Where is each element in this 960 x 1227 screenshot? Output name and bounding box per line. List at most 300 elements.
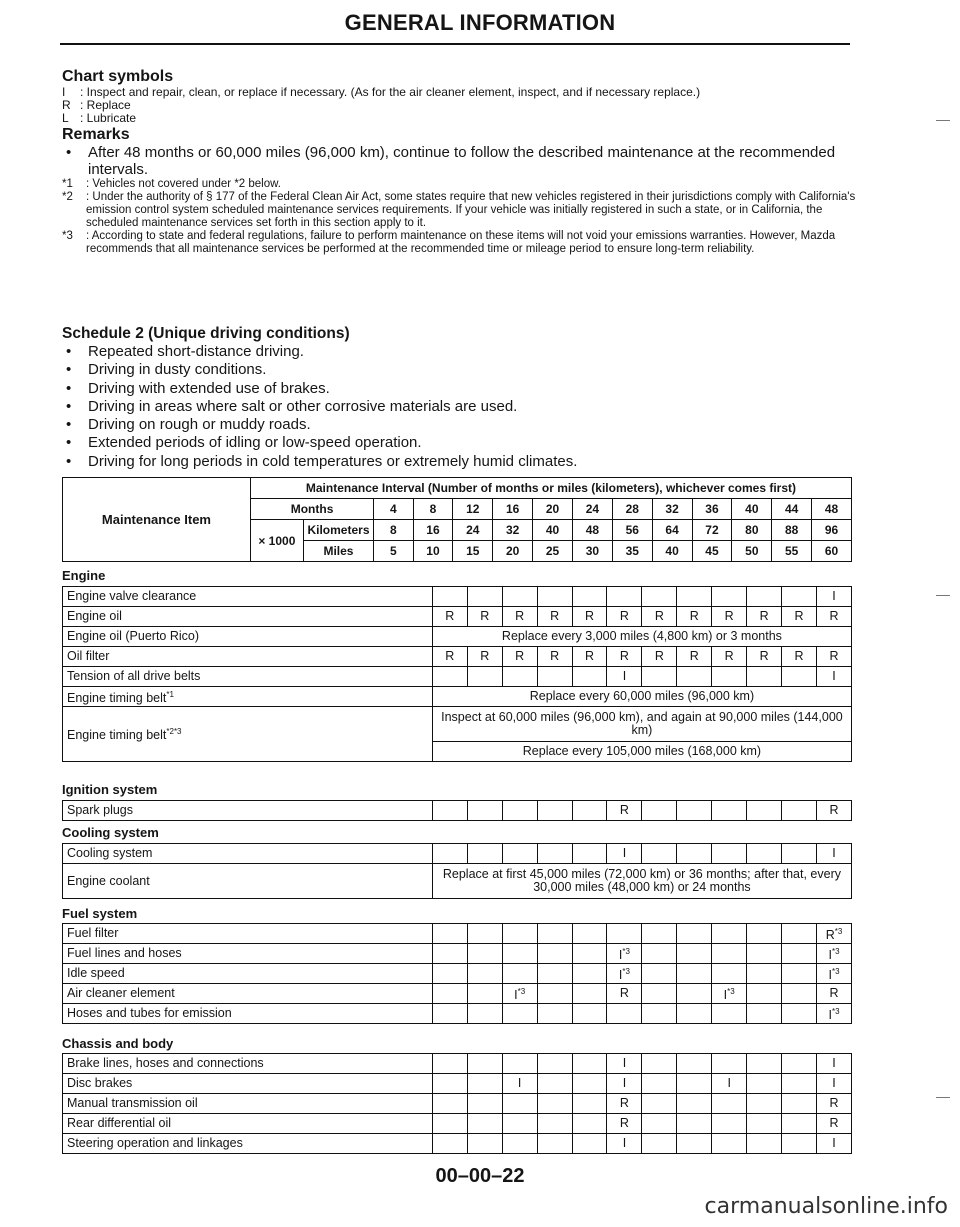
interval-cell bbox=[642, 964, 677, 984]
interval-cell: I bbox=[817, 844, 852, 864]
schedule-block bbox=[62, 325, 862, 471]
interval-cell bbox=[572, 944, 607, 964]
schedule-item-text: Driving in dusty conditions. bbox=[88, 361, 267, 379]
page-number: 00–00–22 bbox=[435, 1165, 525, 1187]
interval-cell bbox=[572, 1074, 607, 1094]
maintenance-item-header: Maintenance Item bbox=[63, 478, 251, 562]
interval-cell bbox=[677, 984, 712, 1004]
header-months-cell: 44 bbox=[772, 499, 812, 520]
interval-cell: R bbox=[572, 647, 607, 667]
interval-cell bbox=[782, 1004, 817, 1024]
interval-cell bbox=[432, 587, 467, 607]
interval-cell bbox=[467, 944, 502, 964]
interval-cell bbox=[642, 944, 677, 964]
interval-cell: I bbox=[607, 1054, 642, 1074]
engine-table bbox=[62, 586, 852, 762]
margin-mark bbox=[936, 595, 950, 596]
maintenance-item-name: Brake lines, hoses and connections bbox=[63, 1054, 433, 1074]
interval-cell bbox=[467, 1094, 502, 1114]
table-row bbox=[63, 844, 852, 864]
interval-cell bbox=[467, 844, 502, 864]
interval-cell bbox=[467, 984, 502, 1004]
chart-symbol-key: I bbox=[62, 85, 66, 99]
interval-cell: R bbox=[747, 647, 782, 667]
interval-cell bbox=[467, 924, 502, 944]
interval-cell bbox=[537, 1004, 572, 1024]
interval-cell bbox=[572, 844, 607, 864]
bullet-icon: • bbox=[66, 343, 72, 360]
header-km-cell: 56 bbox=[612, 520, 652, 541]
interval-cell bbox=[782, 924, 817, 944]
bullet-icon: • bbox=[66, 397, 72, 415]
interval-cell bbox=[712, 1134, 747, 1154]
table-row bbox=[63, 924, 852, 944]
interval-cell bbox=[607, 587, 642, 607]
header-months-cell: 40 bbox=[732, 499, 772, 520]
remark-note bbox=[62, 178, 862, 191]
header-miles-cell: 10 bbox=[413, 541, 453, 562]
interval-cell bbox=[572, 1114, 607, 1134]
interval-cell bbox=[467, 1074, 502, 1094]
interval-cell: R bbox=[432, 607, 467, 627]
interval-cell: R bbox=[537, 607, 572, 627]
maintenance-item-name: Engine valve clearance bbox=[63, 587, 433, 607]
interval-cell bbox=[432, 1114, 467, 1134]
interval-note: Replace at first 45,000 miles (72,000 km) or 36 months; after that, every 30,000 miles (48,000 km) or 24 months bbox=[432, 864, 851, 899]
interval-cell bbox=[747, 944, 782, 964]
interval-cell bbox=[537, 1054, 572, 1074]
interval-cell: R bbox=[817, 647, 852, 667]
table-row bbox=[63, 944, 852, 964]
header-km-cell: 40 bbox=[533, 520, 573, 541]
interval-cell: $R^{*3}$ bbox=[817, 924, 852, 944]
bullet-icon: • bbox=[66, 434, 72, 452]
schedule-item bbox=[62, 416, 862, 434]
interval-cell bbox=[537, 1134, 572, 1154]
header-months-cell: 8 bbox=[413, 499, 453, 520]
interval-cell bbox=[537, 984, 572, 1004]
note-text: : Vehicles not covered under *2 below. bbox=[86, 178, 281, 190]
maintenance-table-header bbox=[62, 477, 852, 562]
header-km-cell: 80 bbox=[732, 520, 772, 541]
interval-cell: R bbox=[677, 607, 712, 627]
interval-cell bbox=[432, 944, 467, 964]
maintenance-item-name: Spark plugs bbox=[63, 801, 433, 821]
interval-cell: I bbox=[502, 1074, 537, 1094]
interval-cell bbox=[782, 984, 817, 1004]
cooling-table bbox=[62, 843, 852, 899]
maintenance-item-name: Tension of all drive belts bbox=[63, 667, 433, 687]
interval-cell bbox=[607, 1004, 642, 1024]
interval-cell bbox=[432, 844, 467, 864]
interval-cell bbox=[502, 944, 537, 964]
interval-cell: R bbox=[817, 607, 852, 627]
interval-cell bbox=[747, 1004, 782, 1024]
header-months-cell: 28 bbox=[612, 499, 652, 520]
schedule-list bbox=[62, 343, 862, 471]
interval-cell bbox=[747, 1054, 782, 1074]
header-miles-cell: 60 bbox=[812, 541, 852, 562]
maintenance-item-name: Steering operation and linkages bbox=[63, 1134, 433, 1154]
interval-cell bbox=[747, 1094, 782, 1114]
interval-cell bbox=[537, 667, 572, 687]
interval-cell: I bbox=[607, 1134, 642, 1154]
interval-cell bbox=[782, 1094, 817, 1114]
interval-cell bbox=[782, 1054, 817, 1074]
table-row bbox=[63, 964, 852, 984]
interval-cell: I bbox=[817, 1054, 852, 1074]
interval-cell bbox=[677, 1074, 712, 1094]
schedule-item bbox=[62, 361, 862, 379]
schedule-item bbox=[62, 434, 862, 452]
chassis-table bbox=[62, 1053, 852, 1154]
maintenance-item-name: Fuel filter bbox=[63, 924, 433, 944]
interval-cell bbox=[747, 984, 782, 1004]
interval-cell bbox=[642, 924, 677, 944]
maintenance-interval-header: Maintenance Interval (Number of months or miles (kilometers), whichever comes first) bbox=[250, 478, 851, 499]
interval-cell: I bbox=[817, 1134, 852, 1154]
interval-cell bbox=[677, 587, 712, 607]
interval-cell bbox=[607, 924, 642, 944]
interval-cell: $I^{*3}$ bbox=[502, 984, 537, 1004]
header-miles-cell: 35 bbox=[612, 541, 652, 562]
interval-cell bbox=[537, 1094, 572, 1114]
header-months-cell: 20 bbox=[533, 499, 573, 520]
interval-cell bbox=[747, 1134, 782, 1154]
table-row bbox=[63, 607, 852, 627]
interval-cell bbox=[642, 1074, 677, 1094]
schedule-item-text: Driving with extended use of brakes. bbox=[88, 379, 330, 397]
header-months-cell: 12 bbox=[453, 499, 493, 520]
interval-cell bbox=[537, 844, 572, 864]
interval-cell bbox=[677, 964, 712, 984]
section-label-ignition: Ignition system bbox=[62, 782, 158, 797]
interval-cell bbox=[747, 1074, 782, 1094]
header-miles-cell: 5 bbox=[374, 541, 413, 562]
fuel-table bbox=[62, 923, 852, 1024]
schedule-item-text: Driving on rough or muddy roads. bbox=[88, 416, 311, 434]
note-text: : According to state and federal regulations, failure to perform maintenance on these items will not void your emissions warranties. However, Mazda recommends that all maintenance services be performed at the recommended time or mileage period to ensure long-term reliability. bbox=[86, 230, 836, 255]
interval-cell bbox=[537, 944, 572, 964]
interval-cell bbox=[432, 1074, 467, 1094]
interval-cell bbox=[572, 924, 607, 944]
interval-cell bbox=[467, 667, 502, 687]
interval-cell bbox=[502, 1004, 537, 1024]
interval-cell bbox=[467, 1114, 502, 1134]
note-mark: *3 bbox=[62, 230, 73, 242]
maintenance-item-name: Engine timing belt$^{*1}$ bbox=[63, 687, 433, 707]
interval-cell: R bbox=[817, 1114, 852, 1134]
margin-mark bbox=[936, 120, 950, 121]
header-km-cell: 8 bbox=[374, 520, 413, 541]
schedule-item-text: Driving for long periods in cold temperatures or extremely humid climates. bbox=[88, 452, 578, 470]
interval-cell: R bbox=[782, 607, 817, 627]
interval-cell bbox=[467, 1054, 502, 1074]
interval-cell: I bbox=[817, 587, 852, 607]
interval-cell bbox=[537, 1074, 572, 1094]
maintenance-item-name: Disc brakes bbox=[63, 1074, 433, 1094]
bullet-icon: • bbox=[66, 452, 72, 470]
table-row bbox=[63, 687, 852, 707]
interval-cell bbox=[572, 1054, 607, 1074]
interval-cell bbox=[572, 1134, 607, 1154]
interval-cell bbox=[782, 1114, 817, 1134]
interval-cell bbox=[747, 964, 782, 984]
interval-cell bbox=[782, 844, 817, 864]
chart-symbol-key: R bbox=[62, 98, 71, 112]
interval-cell bbox=[572, 801, 607, 821]
note-mark: *2 bbox=[62, 191, 73, 203]
remark-note bbox=[62, 230, 862, 256]
maintenance-item-name: Engine timing belt$^{*2*3}$ bbox=[63, 707, 433, 762]
header-km-cell: 24 bbox=[453, 520, 493, 541]
interval-cell: R bbox=[607, 607, 642, 627]
table-row bbox=[63, 1074, 852, 1094]
interval-cell bbox=[677, 944, 712, 964]
interval-cell bbox=[782, 1074, 817, 1094]
interval-cell: $I^{*3}$ bbox=[607, 944, 642, 964]
interval-cell: R bbox=[467, 647, 502, 667]
interval-cell bbox=[537, 924, 572, 944]
interval-cell: R bbox=[782, 647, 817, 667]
interval-cell: R bbox=[607, 1114, 642, 1134]
chart-symbol-row bbox=[62, 112, 862, 125]
interval-cell bbox=[782, 587, 817, 607]
header-miles-cell: 55 bbox=[772, 541, 812, 562]
chart-symbols-block bbox=[62, 68, 862, 256]
interval-cell: $I^{*3}$ bbox=[817, 964, 852, 984]
interval-cell bbox=[642, 1004, 677, 1024]
interval-cell bbox=[677, 801, 712, 821]
site-watermark: carmanualsonline.info bbox=[704, 1194, 948, 1219]
maintenance-item-name: Engine oil bbox=[63, 607, 433, 627]
interval-note: Inspect at 60,000 miles (96,000 km), and again at 90,000 miles (144,000 km) bbox=[432, 707, 851, 742]
months-label: Months bbox=[250, 499, 373, 520]
interval-cell bbox=[712, 1094, 747, 1114]
interval-cell bbox=[642, 1054, 677, 1074]
interval-cell bbox=[712, 801, 747, 821]
interval-cell bbox=[642, 844, 677, 864]
schedule-heading: Schedule 2 (Unique driving conditions) bbox=[62, 325, 350, 342]
interval-note: Replace every 60,000 miles (96,000 km) bbox=[432, 687, 851, 707]
interval-cell bbox=[502, 1114, 537, 1134]
header-months-cell: 24 bbox=[572, 499, 612, 520]
interval-cell bbox=[712, 1004, 747, 1024]
interval-cell bbox=[677, 1054, 712, 1074]
schedule-item-text: Driving in areas where salt or other corrosive materials are used. bbox=[88, 397, 518, 415]
header-km-cell: 48 bbox=[572, 520, 612, 541]
table-row bbox=[63, 1004, 852, 1024]
interval-cell bbox=[467, 587, 502, 607]
interval-cell: R bbox=[747, 607, 782, 627]
remarks-bullet-text: After 48 months or 60,000 miles (96,000 km), continue to follow the described maintenance at the recommended intervals. bbox=[88, 144, 836, 178]
table-row bbox=[63, 801, 852, 821]
interval-cell bbox=[782, 944, 817, 964]
interval-cell bbox=[467, 801, 502, 821]
chart-symbols-heading: Chart symbols bbox=[62, 68, 174, 85]
interval-cell bbox=[467, 964, 502, 984]
interval-cell: I bbox=[607, 1074, 642, 1094]
interval-cell bbox=[432, 924, 467, 944]
interval-cell bbox=[502, 1054, 537, 1074]
header-km-cell: 72 bbox=[692, 520, 732, 541]
interval-cell bbox=[572, 1094, 607, 1114]
header-months-cell: 36 bbox=[692, 499, 732, 520]
bullet-icon: • bbox=[66, 144, 72, 161]
schedule-item-text: Repeated short-distance driving. bbox=[88, 343, 304, 360]
interval-cell: R bbox=[537, 647, 572, 667]
title-rule bbox=[60, 43, 850, 45]
header-months-cell: 4 bbox=[374, 499, 413, 520]
table-row bbox=[63, 1114, 852, 1134]
header-km-cell: 96 bbox=[812, 520, 852, 541]
maintenance-item-name: Engine oil (Puerto Rico) bbox=[63, 627, 433, 647]
table-row bbox=[63, 587, 852, 607]
interval-cell: R bbox=[572, 607, 607, 627]
header-km-cell: 16 bbox=[413, 520, 453, 541]
chart-symbol-text: : Replace bbox=[80, 98, 131, 112]
interval-cell bbox=[712, 667, 747, 687]
section-label-cooling: Cooling system bbox=[62, 825, 159, 840]
interval-cell: R bbox=[502, 647, 537, 667]
header-miles-cell: 30 bbox=[572, 541, 612, 562]
interval-cell bbox=[642, 1094, 677, 1114]
interval-cell bbox=[747, 924, 782, 944]
interval-cell: $I^{*3}$ bbox=[817, 944, 852, 964]
interval-cell bbox=[712, 1054, 747, 1074]
interval-cell bbox=[432, 964, 467, 984]
interval-cell bbox=[642, 667, 677, 687]
table-row bbox=[63, 1054, 852, 1074]
interval-cell bbox=[677, 844, 712, 864]
interval-cell bbox=[502, 924, 537, 944]
interval-cell bbox=[502, 964, 537, 984]
table-row bbox=[63, 864, 852, 899]
interval-cell bbox=[747, 1114, 782, 1134]
interval-cell bbox=[712, 964, 747, 984]
interval-cell bbox=[572, 1004, 607, 1024]
interval-cell: R bbox=[467, 607, 502, 627]
interval-cell: R bbox=[712, 607, 747, 627]
interval-cell bbox=[782, 801, 817, 821]
schedule-item bbox=[62, 343, 862, 361]
interval-cell bbox=[537, 587, 572, 607]
interval-cell bbox=[432, 984, 467, 1004]
interval-cell bbox=[712, 944, 747, 964]
interval-cell bbox=[642, 1134, 677, 1154]
interval-cell bbox=[502, 801, 537, 821]
interval-cell: R bbox=[607, 801, 642, 821]
interval-cell: I bbox=[607, 667, 642, 687]
interval-cell bbox=[677, 1134, 712, 1154]
chart-symbols-list bbox=[62, 86, 862, 125]
interval-cell bbox=[572, 587, 607, 607]
schedule-item-text: Extended periods of idling or low-speed operation. bbox=[88, 434, 422, 452]
interval-cell bbox=[677, 667, 712, 687]
interval-cell: I bbox=[817, 667, 852, 687]
section-label-fuel: Fuel system bbox=[62, 906, 138, 921]
interval-cell: R bbox=[642, 647, 677, 667]
interval-cell bbox=[537, 964, 572, 984]
interval-cell: R bbox=[607, 1094, 642, 1114]
section-label-chassis: Chassis and body bbox=[62, 1036, 174, 1051]
interval-cell: R bbox=[817, 801, 852, 821]
header-months-cell: 48 bbox=[812, 499, 852, 520]
interval-cell bbox=[712, 1114, 747, 1134]
margin-mark bbox=[936, 1097, 950, 1098]
header-km-cell: 88 bbox=[772, 520, 812, 541]
interval-cell bbox=[642, 587, 677, 607]
interval-cell bbox=[537, 1114, 572, 1134]
table-row bbox=[63, 707, 852, 742]
header-months-cell: 32 bbox=[652, 499, 692, 520]
maintenance-item-name: Oil filter bbox=[63, 647, 433, 667]
interval-cell bbox=[677, 1004, 712, 1024]
interval-cell: R bbox=[642, 607, 677, 627]
interval-cell bbox=[502, 1094, 537, 1114]
header-months-cell: 16 bbox=[493, 499, 533, 520]
interval-cell bbox=[467, 1004, 502, 1024]
interval-cell: I bbox=[817, 1074, 852, 1094]
table-row bbox=[63, 1134, 852, 1154]
remarks-heading: Remarks bbox=[62, 126, 130, 143]
table-row bbox=[63, 984, 852, 1004]
interval-cell: R bbox=[607, 984, 642, 1004]
interval-cell bbox=[432, 1004, 467, 1024]
interval-cell bbox=[537, 801, 572, 821]
interval-cell: R bbox=[677, 647, 712, 667]
header-miles-cell: 50 bbox=[732, 541, 772, 562]
interval-cell bbox=[747, 667, 782, 687]
note-mark: *1 bbox=[62, 178, 73, 190]
section-label-engine: Engine bbox=[62, 568, 106, 583]
schedule-item bbox=[62, 398, 862, 416]
remarks-bullet bbox=[62, 144, 862, 178]
interval-cell: R bbox=[432, 647, 467, 667]
interval-cell bbox=[782, 964, 817, 984]
table-row bbox=[63, 647, 852, 667]
bullet-icon: • bbox=[66, 379, 72, 397]
interval-cell: I bbox=[712, 1074, 747, 1094]
interval-cell bbox=[712, 924, 747, 944]
interval-cell bbox=[642, 801, 677, 821]
x1000-label: × 1000 bbox=[250, 520, 303, 562]
interval-cell bbox=[432, 1134, 467, 1154]
interval-cell bbox=[712, 844, 747, 864]
interval-cell bbox=[467, 1134, 502, 1154]
maintenance-item-name: Rear differential oil bbox=[63, 1114, 433, 1134]
interval-cell bbox=[677, 1114, 712, 1134]
interval-cell bbox=[502, 667, 537, 687]
interval-cell bbox=[572, 667, 607, 687]
chart-symbol-key: L bbox=[62, 111, 69, 125]
interval-note: Replace every 105,000 miles (168,000 km) bbox=[432, 742, 851, 762]
table-row bbox=[63, 627, 852, 647]
interval-cell: R bbox=[712, 647, 747, 667]
interval-cell: $I^{*3}$ bbox=[607, 964, 642, 984]
maintenance-item-name: Fuel lines and hoses bbox=[63, 944, 433, 964]
interval-cell bbox=[432, 667, 467, 687]
interval-cell bbox=[432, 1054, 467, 1074]
page-title: GENERAL INFORMATION bbox=[344, 10, 616, 35]
chart-symbol-text: : Lubricate bbox=[80, 111, 137, 125]
interval-cell bbox=[642, 984, 677, 1004]
interval-note: Replace every 3,000 miles (4,800 km) or 3 months bbox=[432, 627, 851, 647]
interval-cell bbox=[712, 587, 747, 607]
maintenance-item-name: Engine coolant bbox=[63, 864, 433, 899]
interval-cell bbox=[747, 844, 782, 864]
interval-cell bbox=[642, 1114, 677, 1134]
